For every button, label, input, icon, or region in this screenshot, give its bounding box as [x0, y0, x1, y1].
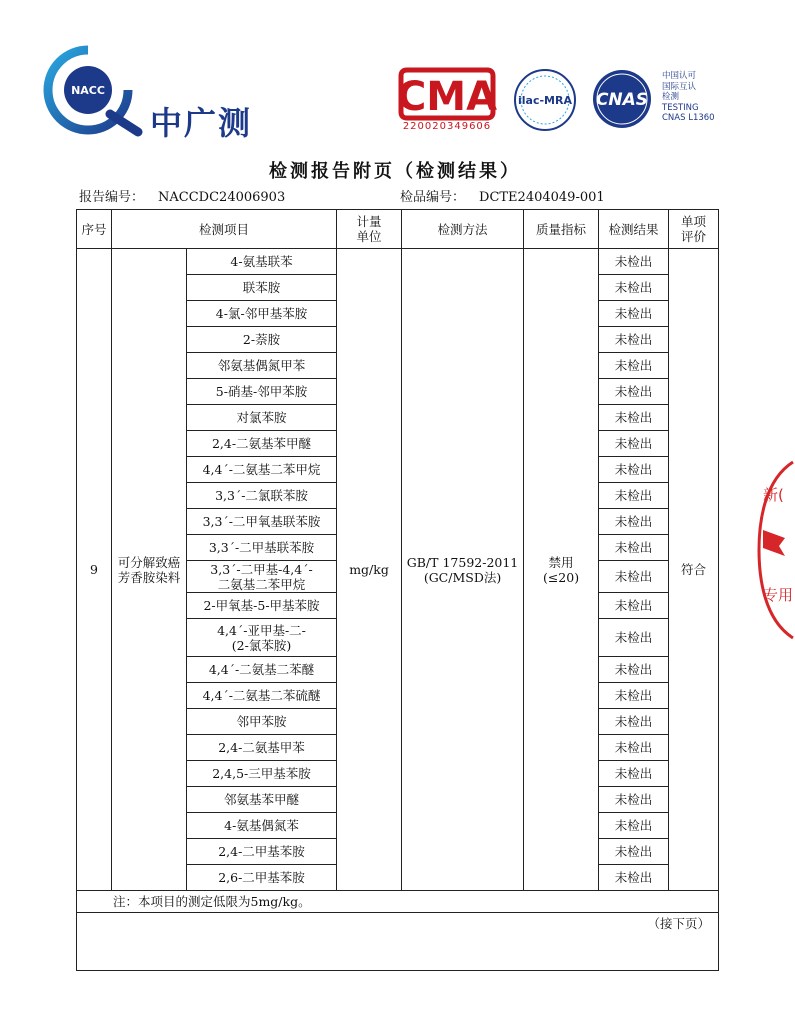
header-eval: 单项 评价 — [669, 210, 719, 249]
test-result: 未检出 — [599, 561, 669, 593]
stamp-text-bottom: 专用 — [763, 586, 794, 604]
test-result: 未检出 — [599, 405, 669, 431]
sample-number-value: DCTE2404049-001 — [479, 190, 605, 205]
test-item-name: 2-甲氧基-5-甲基苯胺 — [187, 593, 337, 619]
test-result: 未检出 — [599, 865, 669, 891]
header-method: 检测方法 — [402, 210, 524, 249]
test-result: 未检出 — [599, 301, 669, 327]
test-item-name: 4-氨基偶氮苯 — [187, 813, 337, 839]
test-item-name: 4,4´-二氨基二苯醚 — [187, 657, 337, 683]
table-row — [77, 249, 719, 275]
report-number-label: 报告编号： — [79, 190, 145, 205]
test-result: 未检出 — [599, 483, 669, 509]
test-item-name: 3,3´-二甲氧基联苯胺 — [187, 509, 337, 535]
test-item-name: 3,3´-二甲基-4,4´- 二氨基二苯甲烷 — [187, 561, 337, 593]
test-item-name: 2,6-二甲基苯胺 — [187, 865, 337, 891]
test-result: 未检出 — [599, 509, 669, 535]
nacc-badge-text: NACC — [71, 84, 105, 97]
test-result: 未检出 — [599, 457, 669, 483]
test-item-name: 联苯胺 — [187, 275, 337, 301]
stamp-text-top: 新( — [763, 486, 784, 504]
report-number-value: NACCDC24006903 — [158, 190, 286, 205]
page-title: 检测报告附页（检测结果） — [269, 161, 521, 182]
evaluation-cell: 符合 — [669, 249, 719, 891]
test-item-name: 4-氯-邻甲基苯胺 — [187, 301, 337, 327]
brand-name: 中广测 — [150, 104, 253, 142]
test-item-name: 2,4-二甲基苯胺 — [187, 839, 337, 865]
method-cell: GB/T 17592-2011 (GC/MSD法) — [402, 249, 524, 891]
test-result: 未检出 — [599, 761, 669, 787]
cnas-text: CNAS — [595, 90, 649, 110]
test-item-name: 4,4´-亚甲基-二- (2-氯苯胺) — [187, 619, 337, 657]
test-item-name: 2,4,5-三甲基苯胺 — [187, 761, 337, 787]
test-result: 未检出 — [599, 327, 669, 353]
header-item: 检测项目 — [112, 210, 337, 249]
row-seq: 9 — [77, 249, 112, 891]
report-number — [79, 186, 285, 205]
footnote: 注：本项目的测定低限为5mg/kg。 — [77, 891, 719, 913]
test-item-name: 2,4-二氨基甲苯 — [187, 735, 337, 761]
spec-cell: 禁用 (≤20) — [524, 249, 599, 891]
header-result: 检测结果 — [599, 210, 669, 249]
sample-number-label: 检品编号： — [400, 190, 466, 205]
note-row — [77, 891, 719, 913]
unit-cell: mg/kg — [337, 249, 402, 891]
test-result: 未检出 — [599, 813, 669, 839]
test-item-name: 4,4´-二氨基二苯甲烷 — [187, 457, 337, 483]
test-category: 可分解致癌 芳香胺染料 — [112, 249, 187, 891]
test-item-name: 2,4-二氨基苯甲醚 — [187, 431, 337, 457]
cnas-caption-line: 检测 — [662, 92, 680, 102]
test-item-name: 2-萘胺 — [187, 327, 337, 353]
cnas-caption-line: CNAS L1360 — [662, 113, 715, 123]
test-result: 未检出 — [599, 839, 669, 865]
cnas-caption — [662, 71, 715, 124]
test-item-name: 邻甲苯胺 — [187, 709, 337, 735]
header-spec: 质量指标 — [524, 210, 599, 249]
test-result: 未检出 — [599, 275, 669, 301]
test-result: 未检出 — [599, 431, 669, 457]
header-seq: 序号 — [77, 210, 112, 249]
test-item-name: 4-氨基联苯 — [187, 249, 337, 275]
test-item-name: 5-硝基-邻甲苯胺 — [187, 379, 337, 405]
stamp-star-icon — [763, 530, 785, 556]
test-result: 未检出 — [599, 249, 669, 275]
header-unit: 计量 单位 — [337, 210, 402, 249]
test-item-name: 3,3´-二甲基联苯胺 — [187, 535, 337, 561]
test-item-name: 邻氨基苯甲醚 — [187, 787, 337, 813]
test-result: 未检出 — [599, 787, 669, 813]
sample-number — [400, 186, 605, 205]
test-item-name: 邻氨基偶氮甲苯 — [187, 353, 337, 379]
continued-row — [77, 913, 719, 971]
cnas-caption-line: 中国认可 — [662, 71, 697, 81]
test-result: 未检出 — [599, 535, 669, 561]
test-result: 未检出 — [599, 709, 669, 735]
cma-text: CMA — [396, 74, 498, 120]
test-item-name: 4,4´-二氨基二苯硫醚 — [187, 683, 337, 709]
test-result: 未检出 — [599, 619, 669, 657]
cma-number: 220020349606 — [402, 121, 492, 132]
test-result: 未检出 — [599, 735, 669, 761]
test-result: 未检出 — [599, 593, 669, 619]
results-table — [76, 209, 719, 971]
test-item-name: 对氯苯胺 — [187, 405, 337, 431]
continued-label: （接下页） — [77, 913, 719, 971]
test-result: 未检出 — [599, 657, 669, 683]
test-result: 未检出 — [599, 353, 669, 379]
cnas-caption-line: TESTING — [662, 102, 699, 113]
table-header-row — [77, 210, 719, 249]
cnas-caption-line: 国际互认 — [662, 81, 697, 92]
test-item-name: 3,3´-二氯联苯胺 — [187, 483, 337, 509]
seal-stamp — [755, 460, 795, 640]
test-result: 未检出 — [599, 379, 669, 405]
ilac-mra-logo — [510, 68, 580, 133]
test-result: 未检出 — [599, 683, 669, 709]
ilac-text: ilac-MRA — [518, 94, 572, 107]
cnas-logo — [588, 68, 656, 130]
